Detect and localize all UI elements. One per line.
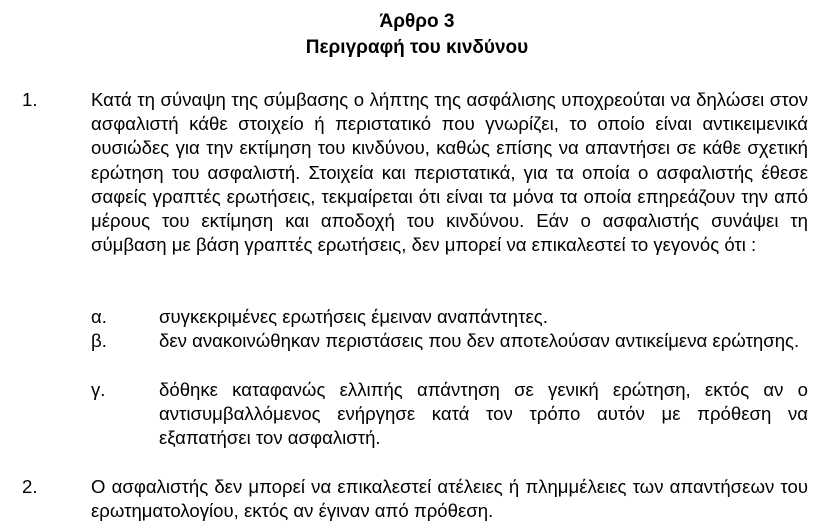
subitem-letter: γ.	[91, 379, 106, 400]
subitem-letter: α.	[91, 306, 107, 327]
paragraph-number: 1.	[22, 89, 38, 110]
subitem-text: δεν ανακοινώθηκαν περιστάσεις που δεν αποτελούσαν αντικείμενα ερώτησης.	[159, 330, 800, 351]
paragraph-text: Ο ασφαλιστής δεν μπορεί να επικαλεστεί ατέλειες ή πλημμέλειες των απαντήσεων του ερωτηματολογίου, εκτός αν έγιναν από πρόθεση.	[91, 476, 808, 522]
paragraph-text: Κατά τη σύναψη της σύμβασης ο λήπτης της ασφάλισης υποχρεούται να δηλώσει στον ασφαλιστή κάθε στοιχείο ή περιστατικό που γνωρίζει, το οποίο είναι αντικειμενικά ουσιώδες για την εκτίμηση του κινδύνου, καθώς επίσης να απαντήσει σε κάθε σχετική ερώτηση του ασφαλιστή. Στοιχεία και περιστατικά, για τα οποία ο ασφαλιστής έθεσε σαφείς γραπτές ερωτήσεις, τεκμαίρεται ότι είναι τα μόνα τα οποία επηρεάζουν την από μέρους του εκτίμηση και αποδοχή του κινδύνου. Εάν ο ασφαλιστής συνάψει τη σύμβαση με βάση γραπτές ερωτήσεις, δεν μπορεί να επικαλεστεί το γεγονός ότι :	[91, 89, 808, 256]
article-heading: Άρθρο 3	[379, 11, 455, 32]
subitem-text: δόθηκε καταφανώς ελλιπής απάντηση σε γενική ερώτηση, εκτός αν ο αντισυμβαλλόμενος ενήργησε κατά τον τρόπο αυτόν με πρόθεση να εξαπατήσει τον ασφαλιστή.	[159, 379, 808, 449]
subitem-letter: β.	[91, 330, 107, 351]
subitem-text: συγκεκριμένες ερωτήσεις έμειναν αναπάντητες.	[159, 306, 548, 327]
article-subheading: Περιγραφή του κινδύνου	[305, 37, 529, 58]
paragraph-number: 2.	[22, 476, 38, 497]
